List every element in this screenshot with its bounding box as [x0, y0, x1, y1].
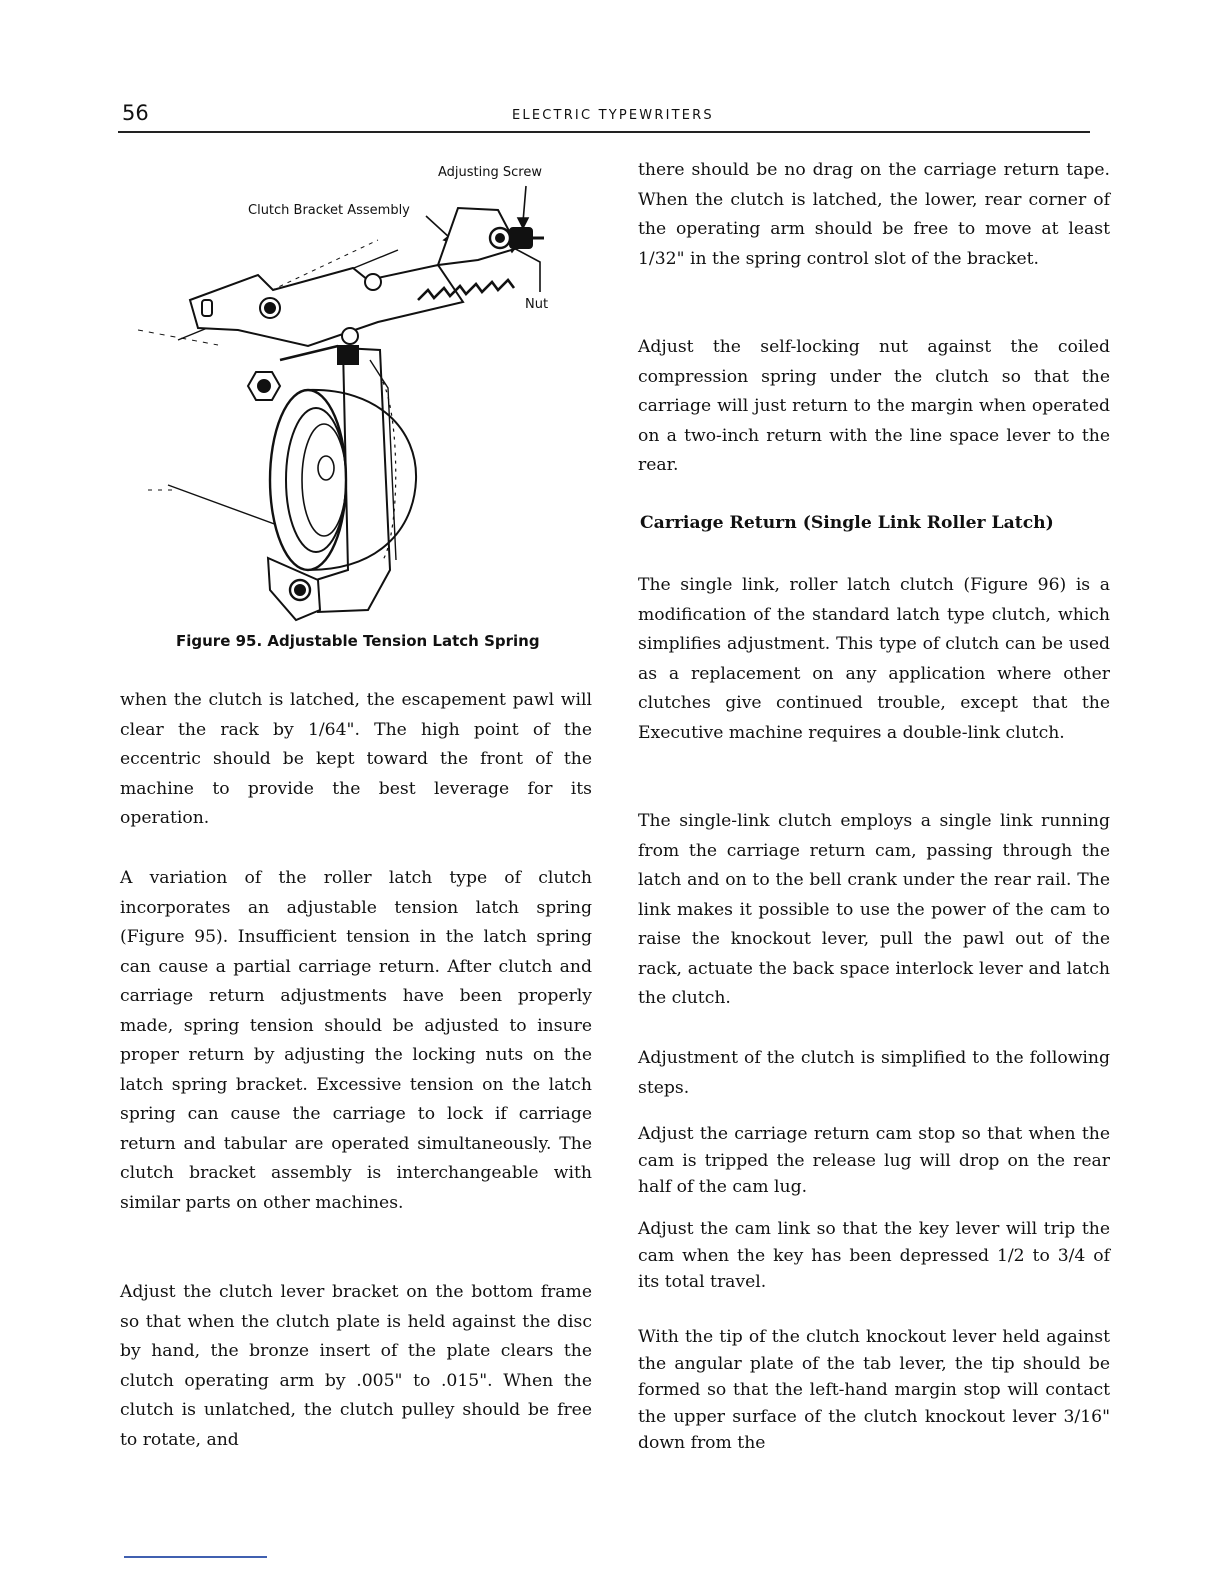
running-head: ELECTRIC TYPEWRITERS	[512, 108, 714, 123]
right-paragraph-1: there should be no drag on the carriage return tape. When the clutch is latched, the lower, rear corner of the operating arm should be free to move at least 1/32" in the spring control slot of the bracket.	[638, 160, 1110, 269]
left-paragraph-3: Adjust the clutch lever bracket on the bottom frame so that when the clutch plate is held against the disc by hand, the bronze insert of the plate clears the clutch operating arm by .005" to .015". When the clutch is unlatched, the clutch pulley should be free to rotate, and	[120, 1282, 592, 1450]
right-paragraph-7: Adjust the cam link so that the key lever will trip the cam when the key has been depressed 1/2 to 3/4 of its total travel.	[638, 1219, 1110, 1292]
figure-caption: Figure 95. Adjustable Tension Latch Spring	[176, 632, 540, 650]
mechanism-drawing	[138, 208, 544, 620]
callout-nut: Nut	[525, 297, 549, 312]
clutch-illustration	[138, 150, 578, 630]
figure-95	[138, 150, 578, 630]
page-number: 56	[122, 101, 149, 125]
left-paragraph-2: A variation of the roller latch type of clutch incorporates an adjustable tension latch spring (Figure 95). Insufficient tension in the latch spring can cause a partial carriage return. After clutch and carriage return adjustments have been properly made, spring tension should be adjusted to insure proper return by adjusting the locking nuts on the latch spring bracket. Excessive tension on the latch spring can cause the carriage to lock if carriage return and tabular are operated simultaneously. The clutch bracket assembly is interchangeable with similar parts on other machines.	[120, 868, 592, 1213]
right-paragraph-2: Adjust the self-locking nut against the coiled compression spring under the clutch so that the carriage will just return to the margin when operated on a two-inch return with the line space lever to the rear.	[638, 337, 1110, 475]
right-paragraph-3: The single link, roller latch clutch (Figure 96) is a modification of the standard latch type clutch, which simplifies adjustment. This type of clutch can be used as a replacement on any application where other clutches give continued trouble, except that the Executive machine requires a double-link clutch.	[638, 575, 1110, 743]
callout-clutch-bracket-assembly: Clutch Bracket Assembly	[248, 203, 410, 218]
right-paragraph-6: Adjust the carriage return cam stop so that when the cam is tripped the release lug will drop on the rear half of the cam lug.	[638, 1124, 1110, 1197]
footer-rule	[124, 1556, 267, 1558]
section-subheading: Carriage Return (Single Link Roller Latch)	[640, 513, 1054, 533]
right-paragraph-4: The single-link clutch employs a single link running from the carriage return cam, passing through the latch and on to the bell crank under the rear rail. The link makes it possible to use the power of the cam to raise the knockout lever, pull the pawl out of the rack, actuate the back space interlock lever and latch the clutch.	[638, 811, 1110, 1008]
left-paragraph-1: when the clutch is latched, the escapement pawl will clear the rack by 1/64". The high point of the eccentric should be kept toward the front of the machine to provide the best leverage for its operation.	[120, 690, 592, 828]
callout-adjusting-screw: Adjusting Screw	[438, 165, 542, 180]
right-paragraph-8: With the tip of the clutch knockout lever held against the angular plate of the tab lever, the tip should be formed so that the left-hand margin stop will contact the upper surface of the clutch knockout lever 3/16" down from the	[638, 1327, 1110, 1453]
right-paragraph-5: Adjustment of the clutch is simplified to the following steps.	[638, 1048, 1110, 1098]
header-rule	[118, 131, 1090, 133]
